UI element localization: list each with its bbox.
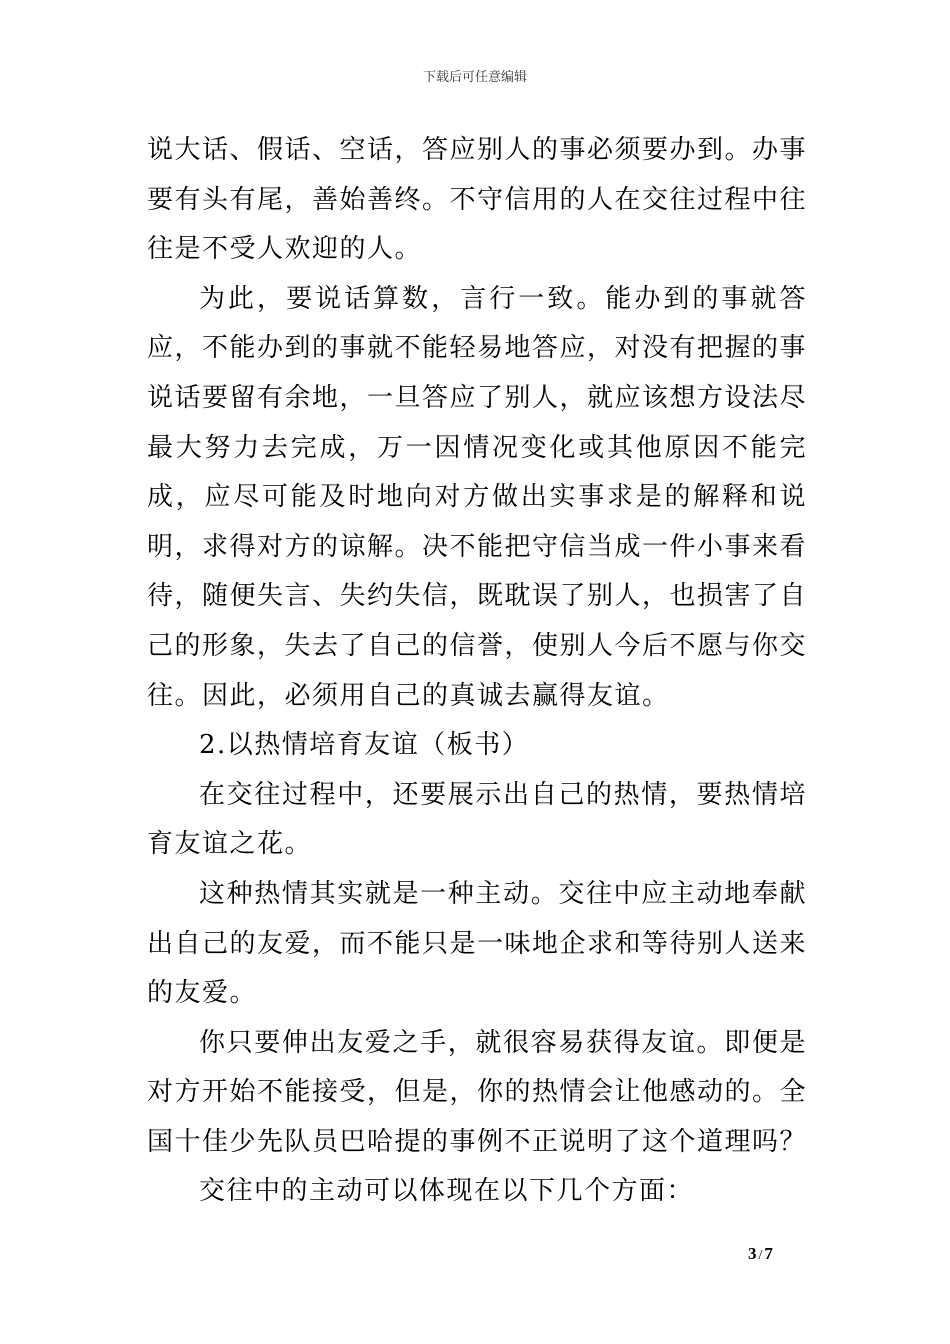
section-heading: 2.以热情培育友谊（板书） bbox=[199, 730, 530, 761]
paragraph-1: 说大话、假话、空话，答应别人的事必须要办到。办事要有头有尾，善始善终。不守信用的人在交往过程中往往是不受人欢迎的人。 bbox=[147, 135, 808, 265]
paragraph-3: 在交往过程中，还要展示出自己的热情，要热情培育友谊之花。 bbox=[147, 779, 807, 860]
current-page: 3 bbox=[748, 1244, 757, 1263]
total-pages: 7 bbox=[764, 1244, 773, 1263]
paragraph-5: 你只要伸出友爱之手，就很容易获得友谊。即便是对方开始不能接受，但是，你的热情会让他感动的。全国十佳少先队员巴哈提的事例不正说明了这个道理吗？ bbox=[147, 1027, 808, 1157]
paragraph-2: 为此，要说话算数，言行一致。能办到的事就答应，不能办到的事就不能轻易地答应，对没有把握的事说话要留有余地，一旦答应了别人，就应该想方设法尽最大努力去完成，万一因情况变化或其他原因不能完成，应尽可能及时地向对方做出实事求是的解释和说明，求得对方的谅解。决不能把守信当成一件小事来看待，随便失言、失约失信，既耽误了别人，也损害了自己的形象，失去了自己的信誉，使别人今后不愿与你交往。因此，必须用自己的真诚去赢得友谊。 bbox=[147, 283, 808, 711]
paragraph-6: 交往中的主动可以体现在以下几个方面： bbox=[199, 1176, 695, 1207]
page-number bbox=[748, 1244, 773, 1264]
document-body bbox=[147, 126, 807, 1217]
paragraph-4: 这种热情其实就是一种主动。交往中应主动地奉献出自己的友爱，而不能只是一味地企求和等待别人送来的友爱。 bbox=[147, 878, 808, 1009]
page-separator: / bbox=[758, 1248, 763, 1263]
page-header: 下载后可任意编辑 bbox=[422, 70, 527, 85]
